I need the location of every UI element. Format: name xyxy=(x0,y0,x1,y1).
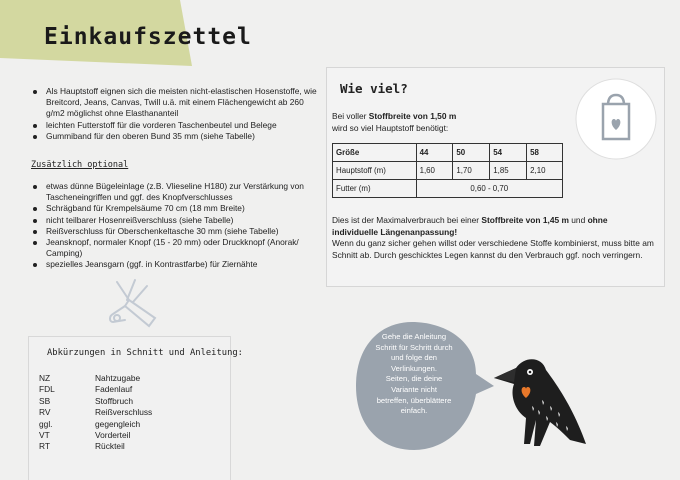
abbr-key: RV xyxy=(39,407,51,418)
max-mid: und xyxy=(568,215,588,225)
abbr-key: VT xyxy=(39,430,50,441)
table-row xyxy=(333,180,563,198)
list-item: Reißverschluss für Oberschenkeltasche 30 mm (siehe Tabelle) xyxy=(28,226,324,237)
bubble-line: Schritt für Schritt durch xyxy=(375,342,453,352)
table-cell: 1,70 xyxy=(453,162,490,180)
crow-icon xyxy=(486,348,590,452)
list-item: spezielles Jeansgarn (ggf. in Kontrastfarbe) für Ziernähte xyxy=(28,259,324,270)
list-item xyxy=(39,430,152,441)
bubble-line: Gehe die Anleitung xyxy=(381,332,447,341)
max-bold-2: ohne individuelle Längenanpassung! xyxy=(332,215,608,237)
table-cell: 44 xyxy=(416,144,453,162)
fabric-table xyxy=(332,143,563,198)
max-pre: Dies ist der Maximalverbrauch bei einer xyxy=(332,215,482,225)
optional-list xyxy=(28,181,324,271)
abbreviations-list xyxy=(39,373,152,453)
table-cell: 50 xyxy=(453,144,490,162)
note-text: Wenn du ganz sicher gehen willst oder verschiedene Stoffe kombinierst, muss bitte am Schnitt ab. Durch geschicktes Legen kannst du den Verbrauch ggf. noch verringern. xyxy=(332,238,654,260)
table-header-row xyxy=(333,144,563,162)
list-item xyxy=(39,373,152,384)
list-item: leichten Futterstoff für die vorderen Taschenbeutel und Belege xyxy=(28,120,324,131)
list-item: Jeansknopf, normaler Knopf (15 - 20 mm) oder Druckknopf (Anorak/ Camping) xyxy=(28,237,324,259)
abbr-key: FDL xyxy=(39,384,55,395)
abbr-value: Stoffbruch xyxy=(95,395,134,406)
max-usage-text xyxy=(332,215,654,238)
table-cell: 58 xyxy=(527,144,563,162)
list-item: etwas dünne Bügeleinlage (z.B. Vlieseline H180) zur Verstärkung von Tascheneingriffen und ggf. des Knopfverschlusses xyxy=(28,181,324,203)
list-item: Schrägband für Krempelsäume 70 cm (18 mm Breite) xyxy=(28,203,324,214)
abbr-key: SB xyxy=(39,395,51,406)
intro-pre: Bei voller xyxy=(332,111,369,121)
table-cell: 1,60 xyxy=(416,162,453,180)
abbr-value: Rückteil xyxy=(95,441,125,452)
list-item xyxy=(39,396,152,407)
bubble-line: Seiten, die deine xyxy=(385,374,443,384)
list-item: Als Hauptstoff eignen sich die meisten nicht-elastischen Hosenstoffe, wie Breitcord, Jeans, Canvas, Twill u.ä. mit einem Flächengewicht ab 260 g/m2 möglichst ohne Elasthananteil xyxy=(28,86,324,120)
table-cell: 0,60 - 0,70 xyxy=(416,180,562,198)
intro-post: wird so viel Hauptstoff benötigt: xyxy=(332,122,449,133)
shopping-bag-icon xyxy=(575,78,657,160)
seam-ripper-icon xyxy=(103,276,165,334)
table-row xyxy=(333,162,563,180)
table-cell: Größe xyxy=(333,144,417,162)
usage-note xyxy=(332,215,654,261)
abbr-key: NZ xyxy=(39,373,51,383)
abbr-value: Reißverschluss xyxy=(95,407,153,418)
abbr-value: Fadenlauf xyxy=(95,384,133,395)
table-cell: 54 xyxy=(490,144,527,162)
list-item xyxy=(39,384,152,395)
intro-text xyxy=(332,111,572,134)
bubble-line: Variante nicht xyxy=(391,384,437,394)
abbr-value: Nahtzugabe xyxy=(95,373,141,383)
materials-list xyxy=(28,86,324,142)
list-item: nicht teilbarer Hosenreißverschluss (siehe Tabelle) xyxy=(28,215,324,226)
panel-title: Wie viel? xyxy=(340,81,408,96)
max-bold-1: Stoffbreite von 1,45 m xyxy=(481,215,569,225)
list-item xyxy=(39,419,152,430)
page-title: Einkaufszettel xyxy=(44,24,252,50)
abbreviations-title: Abkürzungen in Schnitt und Anleitung: xyxy=(47,348,243,358)
table-cell: 2,10 xyxy=(527,162,563,180)
bubble-text xyxy=(362,332,466,417)
table-cell: Hauptstoff (m) xyxy=(333,162,417,180)
list-item xyxy=(39,441,152,452)
abbr-value: gegengleich xyxy=(95,418,141,429)
bubble-line: einfach. xyxy=(400,406,428,416)
bubble-line: betreffen, überblättere xyxy=(376,395,452,405)
abbr-key: ggl. xyxy=(39,418,53,429)
table-cell: 1,85 xyxy=(490,162,527,180)
list-item: Gummiband für den oberen Bund 35 mm (siehe Tabelle) xyxy=(28,131,324,142)
bubble-line: Verlinkungen. xyxy=(390,363,438,373)
intro-bold: Stoffbreite von 1,50 m xyxy=(368,111,457,121)
abbr-value: Vorderteil xyxy=(95,430,131,441)
list-item xyxy=(39,407,152,418)
optional-heading: Zusätzlich optional xyxy=(31,160,129,170)
table-cell: Futter (m) xyxy=(333,180,417,198)
bubble-line: und folge den xyxy=(390,353,438,363)
abbr-key: RT xyxy=(39,441,51,452)
